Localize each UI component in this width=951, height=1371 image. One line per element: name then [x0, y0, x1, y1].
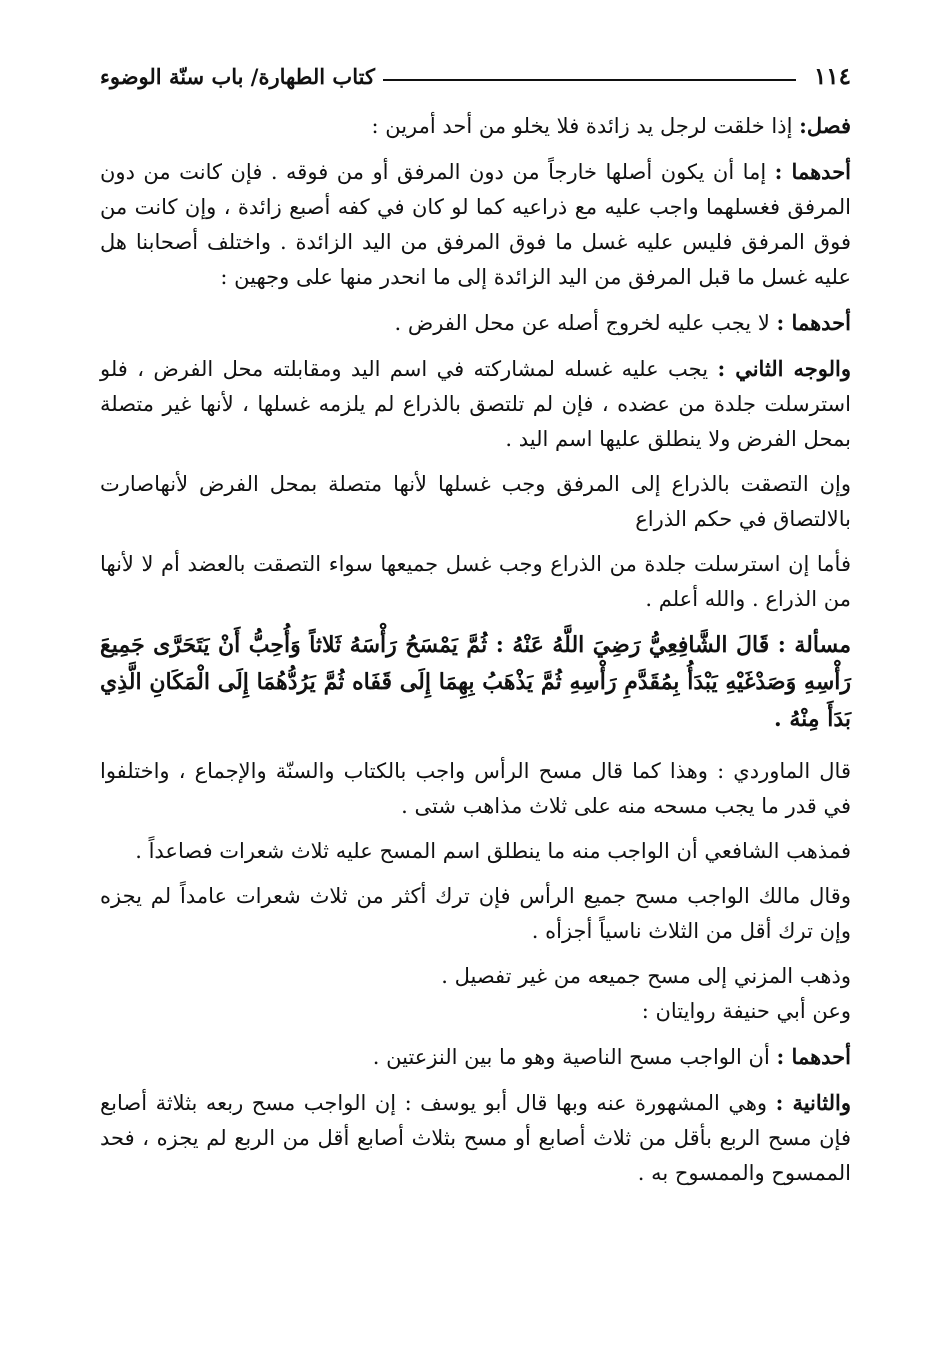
page-body [100, 108, 851, 1191]
paragraph-text: إما أن يكون أصلها خارجاً من دون المرفق أو من فوقه . فإن كانت من دون المرفق فغسلهما واجب عليه مع ذراعيه كما لو كان في كفه أصبع زائدة ، وإن كانت من فوق المرفق فليس عليه غسل ما فوق المرفق من اليد الزائدة . واختلف أصحابنا هل عليه غسل ما قبل المرفق من اليد الزائدة إلى ما انحدر منها على وجهين : [100, 160, 851, 289]
page-header [100, 52, 851, 100]
paragraph-abu-hanifa [100, 994, 851, 1029]
paragraph-masala [100, 627, 851, 738]
paragraph-lead: والثانية : [775, 1090, 851, 1115]
paragraph-text: إذا خلقت لرجل يد زائدة فلا يخلو من أحد أمرين : [371, 114, 800, 138]
paragraph-shafii-view [100, 834, 851, 869]
paragraph-text: أن الواجب مسح الناصية وهو ما بين النزعتين . [372, 1045, 777, 1069]
paragraph-attached-skin [100, 467, 851, 537]
running-title: كتاب الطهارة/ باب سنّة الوضوء [100, 63, 375, 89]
paragraph-text: وذهب المزني إلى مسح جميعه من غير تفصيل . [441, 964, 851, 988]
paragraph-text: وإن التصقت بالذراع إلى المرفق وجب غسلها لأنها متصلة بمحل الفرض لأنهاصارت بالالتصاق في حكم الذراع [100, 472, 851, 531]
paragraph-lead: والوجه الثاني : [717, 356, 851, 381]
paragraph-malik-view [100, 879, 851, 949]
paragraph-second-opinion [100, 351, 851, 457]
paragraph-text: لا يجب عليه لخروج أصله عن محل الفرض . [394, 311, 777, 335]
paragraph-lead: أحدهما : [776, 1044, 851, 1069]
paragraph-muzani-view [100, 959, 851, 994]
paragraph-text: يجب عليه غسله لمشاركته في اسم اليد ومقابلته محل الفرض ، فلو استرسلت جلدة من عضده ، فإن لم تلتصق بالذراع لم يلزمه غسلها ، لأنها غير متصلة بمحل الفرض ولا ينطلق عليها اسم اليد . [100, 357, 851, 451]
paragraph-fasl [100, 108, 851, 144]
paragraph-lead: فصل: [799, 113, 851, 138]
paragraph-first-opinion [100, 305, 851, 341]
paragraph-lead: أحدهما : [774, 159, 852, 184]
page-number: ١١٤ [813, 62, 851, 90]
paragraph-first-case [100, 154, 851, 295]
paragraph-text: وقال مالك الواجب مسح جميع الرأس فإن ترك أكثر من ثلاث شعرات عامداً لم يجزه وإن ترك أقل من الثلاث ناسياً أجزأه . [100, 884, 851, 943]
paragraph-text: فأما إن استرسلت جلدة من الذراع وجب غسل جميعها سواء التصقت بالعضد أم لا لأنها من الذراع . والله أعلم . [100, 552, 851, 611]
paragraph-text: قال الماوردي : وهذا كما قال مسح الرأس واجب بالكتاب والسنّة والإجماع ، واختلفوا في قدر ما يجب مسحه منه على ثلاث مذاهب شتى . [100, 759, 851, 818]
paragraph-text: وعن أبي حنيفة روايتان : [641, 999, 851, 1023]
paragraph-hanging-skin [100, 547, 851, 617]
paragraph-text: وهي المشهورة عنه وبها قال أبو يوسف : إن الواجب مسح ربعه بثلاثة أصابع فإن مسح الربع بأقل من ثلاث أصابع أو مسح بثلاث أصابع أقل من الربع لم يجزه ، فحد الممسوح والممسوح به . [100, 1091, 851, 1185]
header-rule [383, 79, 796, 81]
paragraph-text: قَالَ الشَّافِعِيُّ رَضِيَ اللَّهُ عَنْهُ : ثُمَّ يَمْسَحُ رَأْسَهُ ثَلاثاً وَأُحِبُّ أَنْ يَتَحَرَّى جَمِيعَ رَأْسِهِ وَصَدْغَيْهِ يَبْدَأُ بِمُقَدَّمِ رَأْسِهِ ثُمَّ يَذْهَبُ بِهِمَا إِلَى قَفَاه ثُمَّ يَرُدُّهُمَا إِلَى الْمَكَانِ الَّذِي بَدَأَ مِنْهُ . [100, 632, 851, 732]
paragraph-mawardi [100, 754, 851, 824]
paragraph-narration-two [100, 1085, 851, 1191]
paragraph-narration-one [100, 1039, 851, 1075]
paragraph-lead: أحدهما : [776, 310, 851, 335]
paragraph-text: فمذهب الشافعي أن الواجب منه ما ينطلق اسم المسح عليه ثلاث شعرات فصاعداً . [135, 839, 851, 863]
paragraph-lead: مسألة : [777, 632, 851, 658]
